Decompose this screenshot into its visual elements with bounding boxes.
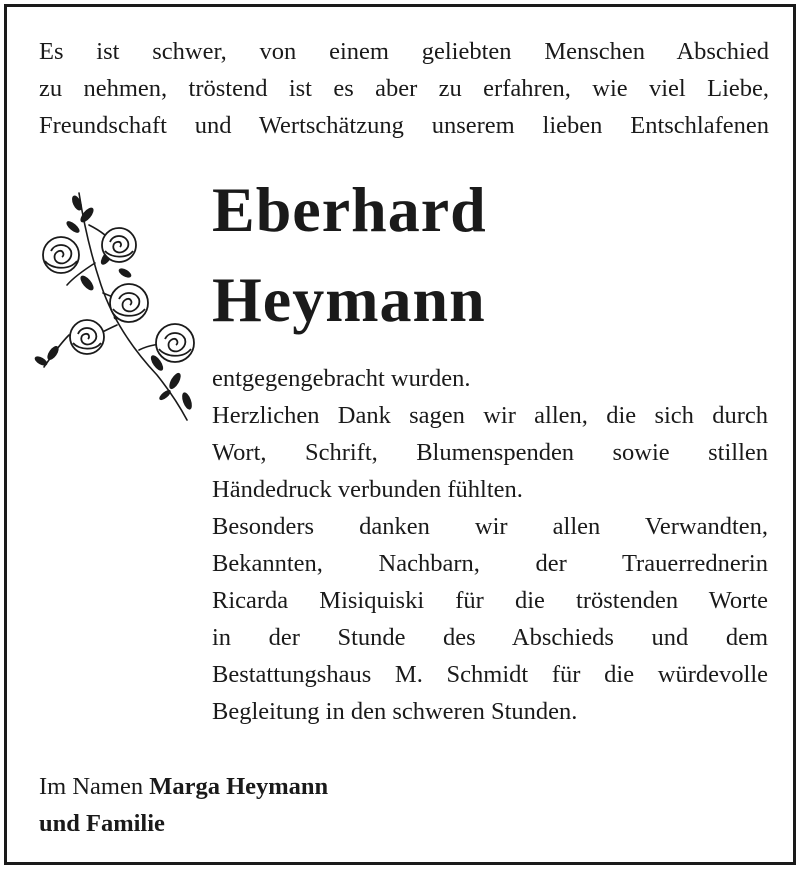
intro-line: Freundschaft und Wertschätzung unserem lieben Entschlafenen xyxy=(39,112,769,139)
intro-line: Es ist schwer, von einem geliebten Menschen Abschied xyxy=(39,38,769,65)
body-line: Händedruck verbunden fühlten. xyxy=(212,476,523,503)
deceased-first-name: Eberhard xyxy=(212,174,487,245)
body-line: Wort, Schrift, Blumenspenden sowie stillen xyxy=(212,439,768,466)
intro-line: zu nehmen, tröstend ist es aber zu erfahren, wie viel Liebe, xyxy=(39,75,769,102)
body-line: Herzlichen Dank sagen wir allen, die sich durch xyxy=(212,402,768,429)
body-line: Bestattungshaus M. Schmidt für die würdevolle xyxy=(212,661,768,688)
intro-paragraph xyxy=(39,33,769,144)
deceased-last-name: Heymann xyxy=(212,264,486,335)
signature-line-2: und Familie xyxy=(39,810,165,837)
body-line: Ricarda Misiquiski für die tröstenden Worte xyxy=(212,587,768,614)
body-line: entgegengebracht wurden. xyxy=(212,365,471,392)
signature-line-1 xyxy=(39,768,328,805)
signature-name: Marga Heymann xyxy=(149,773,329,800)
body-line: Begleitung in den schweren Stunden. xyxy=(212,698,578,725)
signature xyxy=(39,768,328,842)
body-line: Besonders danken wir allen Verwandten, xyxy=(212,513,768,540)
body-line: Bekannten, Nachbarn, der Trauerrednerin xyxy=(212,550,768,577)
obituary-notice xyxy=(4,4,796,865)
rose-branch-icon xyxy=(29,185,209,425)
thanks-paragraph xyxy=(212,360,768,730)
body-line: in der Stunde des Abschieds und dem xyxy=(212,624,768,651)
signature-prefix: Im Namen xyxy=(39,773,150,800)
deceased-name xyxy=(212,165,487,345)
